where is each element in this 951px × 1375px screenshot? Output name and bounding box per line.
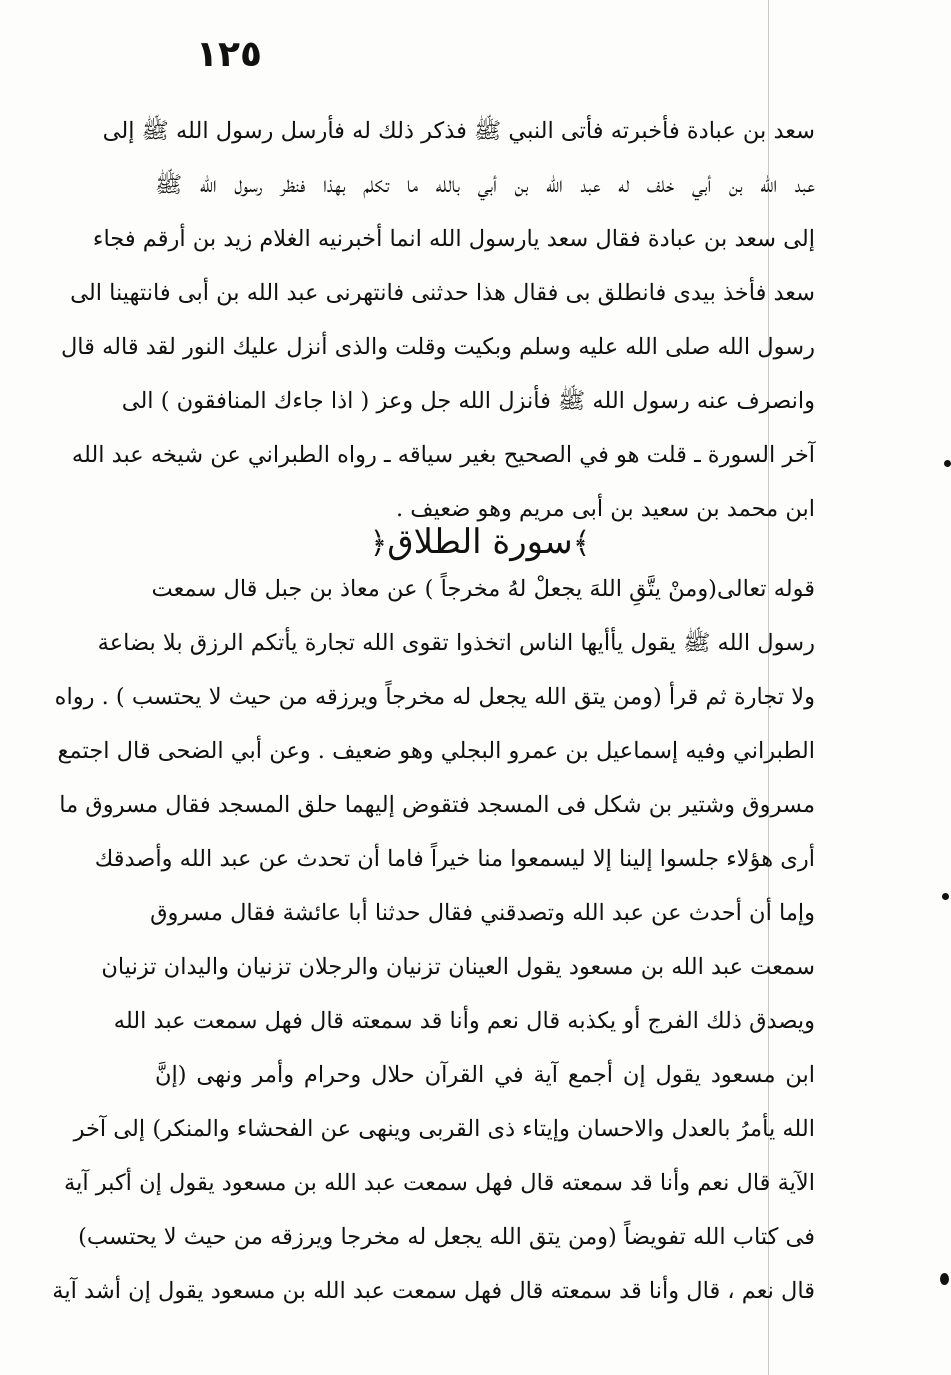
paragraph-surah-al-talaq (52, 562, 815, 1318)
text-line: وإما أن أحدث عن عبد الله وتصدقني فقال حدثنا أبا عائشة فقال مسروق (150, 900, 815, 926)
scan-speck (942, 893, 949, 900)
text-line: ولا تجارة ثم قرأ (ومن يتق الله يجعل له مخرجاً ويرزقه من حيث لا يحتسب ) . رواه (54, 684, 815, 710)
text-line: الطبراني وفيه إسماعيل بن عمرو البجلي وهو ضعيف . وعن أبي الضحى قال اجتمع (57, 738, 815, 764)
text-line: الله يأمرُ بالعدل والاحسان وإيتاء ذى القربى وينهى عن الفحشاء والمنكر) إلى آخر (73, 1116, 815, 1142)
text-line: قوله تعالى(ومنْ يتَّقِ اللهَ يجعلْ لهُ مخرجاً ) عن معاذ بن جبل قال سمعت (151, 576, 815, 602)
surah-title: سورة الطلاق (387, 522, 573, 562)
text-line: رسول الله ﷺ يقول يأأيها الناس اتخذوا تقوى الله تجارة يأتكم الرزق بلا بضاعة (97, 630, 815, 656)
text-line: قال نعم ، قال وأنا قد سمعته قال فهل سمعت عبد الله بن مسعود يقول إن أشد آية (52, 1278, 815, 1304)
text-line: سمعت عبد الله بن مسعود يقول العينان تزنيان والرجلان تزنيان واليدان تزنيان (101, 954, 815, 980)
page-number: ١٢٥ (196, 34, 262, 75)
paragraph-hadith-abdullah-ibn-ubayy (60, 104, 815, 536)
text-line: فى كتاب الله تفويضاً (ومن يتق الله يجعل له مخرجا ويرزقه من حيث لا يحتسب) (78, 1224, 815, 1250)
text-line: رسول الله صلى الله عليه وسلم وبكيت وقلت والذى أنزل عليك النور لقد قاله قال (60, 334, 815, 360)
heading-ornament-right: ﴾ (572, 526, 591, 561)
text-line: ابن مسعود يقول إن أجمع آية في القرآن حلال وحرام وأمر ونهى (إنَّ (155, 1062, 815, 1088)
scan-speck (944, 460, 951, 467)
text-line: مسروق وشتير بن شكل فى المسجد فتقوض إليهما حلق المسجد فقال مسروق ما (59, 792, 815, 818)
text-line: ويصدق ذلك الفرج أو يكذبه قال نعم وأنا قد سمعته قال فهل سمعت عبد الله (113, 1008, 815, 1034)
text-line: الآية قال نعم وأنا قد سمعته قال فهل سمعت عبد الله بن مسعود يقول إن أكبر آية (64, 1170, 815, 1196)
text-line: وانصرف عنه رسول الله ﷺ فأنزل الله جل وعز ( اذا جاءك المنافقون ) الى (121, 388, 815, 414)
scan-speck (940, 1273, 949, 1285)
text-line: إلى سعد بن عبادة فقال سعد يارسول الله انما أخبرنيه الغلام زيد بن أرقم فجاء (92, 226, 815, 252)
text-line: آخر السورة ـ قلت هو في الصحيح بغير سياقه ـ رواه الطبراني عن شيخه عبد الله (71, 442, 815, 468)
text-line: عبد الله بن أبي خلف له عبد الله بن أبي بالله ما تكلم بهذا فنظر رسول الله ﷺ (155, 172, 815, 198)
text-line: سعد بن عبادة فأخبرته فأتى النبي ﷺ فذكر ذلك له فأرسل رسول الله ﷺ إلى (102, 118, 815, 144)
text-line: أرى هؤلاء جلسوا إلينا إلا ليسمعوا منا خيراً فاما أن تحدث عن عبد الله وأصدقك (94, 846, 815, 872)
heading-ornament-left: ﴿ (369, 526, 388, 561)
text-line: ابن محمد بن سعيد بن أبى مريم وهو ضعيف . (395, 496, 815, 522)
text-line: سعد فأخذ بيدى فانطلق بى فقال هذا حدثنى فانتهرنى عبد الله بن أبى فانتهينا الى (70, 280, 815, 306)
